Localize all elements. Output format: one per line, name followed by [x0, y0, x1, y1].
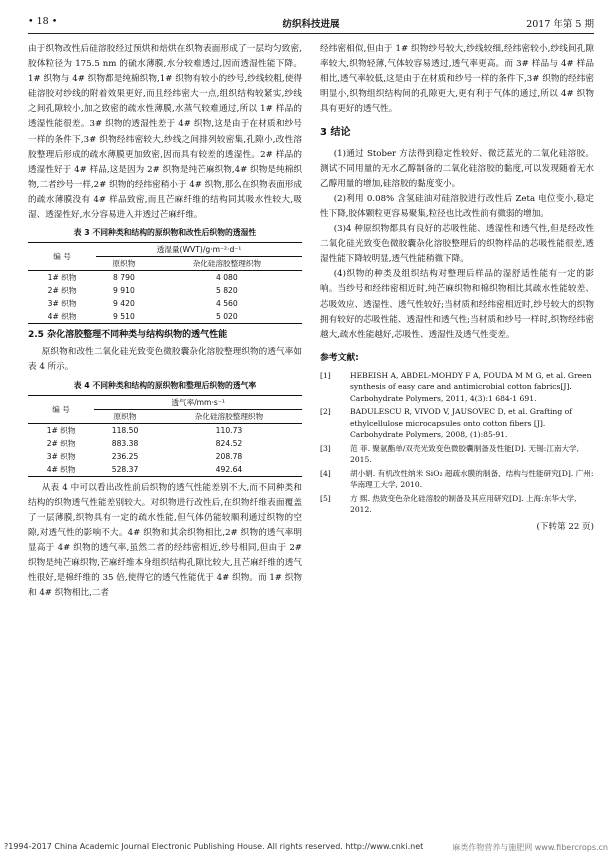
reference-item: [320, 406, 594, 441]
conclusion-2: (2)利用 0.08% 含氢硅油对硅溶胶进行改性后 Zeta 电位变小,稳定性下降,胶体颗粒更容易聚集,粒径也比改性前有微弱的增加。: [320, 193, 594, 219]
reference-number: [2]: [320, 407, 331, 417]
table-caption: 表 4 不同种类和结构的原织物和整理后织物的透气率: [73, 380, 257, 390]
table-cell: 236.25: [111, 451, 139, 461]
table-cell: 824.52: [215, 438, 243, 448]
section-heading-conclusion: 3 结论: [320, 127, 351, 139]
paragraph: 原织物和改性二氧化硅光致变色微胶囊杂化溶胶整理织物的透气率如表 4 所示。: [28, 347, 302, 373]
table-cell: 118.50: [111, 425, 139, 435]
table-row: [28, 297, 302, 310]
reference-number: [5]: [320, 493, 331, 503]
watermark-text: 麻类作物营养与施肥网 www.fibercrops.cn: [452, 843, 608, 852]
right-column: [320, 42, 594, 535]
table-header-treated: 杂化硅溶胶整理织物: [194, 411, 264, 421]
continued-note: (下转第 22 页): [536, 521, 594, 532]
table-row: [28, 284, 302, 297]
table-cell: 4 560: [215, 299, 238, 309]
table-4: [28, 395, 302, 477]
references-list: [320, 370, 594, 516]
table-cell: 4 080: [215, 273, 238, 283]
conclusion-1: (1)通过 Stober 方法得到稳定性较好、微泛蓝光的二氧化硅溶胶。测试不同用量的无水乙醇制备的二氧化硅溶胶的黏度,可以发现随着无水乙醇用量的增加,硅溶胶的黏度变小。: [320, 148, 594, 189]
table-3: [28, 242, 302, 324]
table-cell: 492.64: [215, 464, 243, 474]
table-cell: 2# 织物: [46, 438, 76, 448]
reference-text: BADULESCU R, VIVOD V, JAUSOVEC D, et al. Grafting of ethylcellulose microcapsules onto cotton fibers [J]. Carbohydrate Polymers, 2008, (1):85-91.: [350, 407, 572, 440]
table-cell: 110.73: [215, 425, 243, 435]
table-header-treated: 杂化硅溶胶整理织物: [192, 259, 262, 269]
table-row: [28, 450, 302, 463]
table-cell: 3# 织物: [46, 451, 76, 461]
page-footer: [4, 842, 608, 851]
table-cell: 1# 织物: [46, 425, 76, 435]
conclusion-3: (3)4 种原织物都具有良好的芯吸性能、透湿性和透气性,但是经改性二氧化硅光致变色微胶囊杂化溶胶整理后的织物样品的芯吸性能很差,透湿性能下降较明显,透气性能稍微下降。: [320, 224, 594, 265]
reference-item: [320, 468, 594, 491]
table-cell: 9 510: [113, 312, 135, 322]
table-header-original: 原织物: [113, 411, 137, 421]
reference-text: 胡小娟. 有机改性纳米 SiO₂ 超疏水膜的制备、结构与性能研究[D]. 广州:华南理工大学, 2010.: [350, 468, 594, 490]
table-cell: 1# 织物: [47, 273, 77, 283]
reference-text: 方 熙. 热致变色杂化硅溶胶的制备及其应用研究[D]. 上海:东华大学, 2012.: [350, 493, 577, 515]
references-heading: 参考文献:: [320, 352, 359, 363]
paragraph: 经纬密相似,但由于 1# 织物纱号较大,纱线较细,经纬密较小,纱线间孔隙率较大,织物轻薄,气体较容易透过,透气率更高。而 3# 样品与 4# 样品相比,透气率较低,这是由于在材质和纱号一样的条件下,3# 织物的经纬密明显小,织物组织结构间的孔隙更大,更有利于气体的通过,所以 4# 织物具有更好的透气性。: [320, 44, 594, 115]
table-row: [28, 310, 302, 324]
table-row: [28, 423, 302, 437]
paragraph: 从表 4 中可以看出改性前后织物的透气性能差别不大,而不同种类和结构的织物透气性能差别较大。对织物进行改性后,在织物纤维表面覆盖了一层薄膜,织物具有一定的疏水性能,但气体仍能较顺利通过织物的空隙,对透气性的影响不大。4# 织物和其余织物相比,2# 织物的透气率明显高于 4# 织物的透气率,虽然二者的经纬密相近,纱号相同,但由于 2# 织物是纯芒麻织物,芒麻纤维本身组织结构孔隙比较大,且芒麻纤维的透气性很好,是棉纤维的 35 倍,使得它的透气性能优于 4# 织物。而 1# 织物和 4# 织物相比,二者: [28, 482, 302, 599]
table-cell: 9 910: [113, 286, 135, 296]
table-header-original: 原织物: [112, 259, 136, 269]
table-cell: 2# 织物: [47, 286, 77, 296]
page-number: • 18 •: [28, 16, 58, 27]
table-row: [28, 271, 302, 285]
table-row: [28, 463, 302, 477]
table-cell: 4# 织物: [46, 464, 76, 474]
table-cell: 5 820: [215, 286, 238, 296]
table-group-header: 透气率/mm·s⁻¹: [94, 395, 302, 409]
table-cell: 9 420: [113, 299, 135, 309]
table-cell: 883.38: [111, 438, 139, 448]
reference-number: [3]: [320, 443, 331, 453]
reference-item: [320, 443, 594, 466]
paragraph: 由于织物改性后硅溶胶经过预烘和焙烘在织物表面形成了一层均匀致密,胶体粒径为 175.5 nm 的硫水薄膜,水分较难透过,因而透湿性能下降。1# 织物与 4# 织物都是纯棉织物,1# 织物有较小的纱号,纱线较粗,使得硅溶胶对纱线的附着效果更好,而且经纬密大一点,组织结构较紧实,纱线之间孔隙较小,加之致密的疏水性薄膜,水蒸气较难通过,所以 1# 样品的透湿性能很差。3# 织物的透湿性差于 4# 织物,这是由于在材质和纱号一样的条件下,3# 织物经纬密较大,纱线之间排列较密集,孔隙小,改性溶胶整理后形成的疏水薄膜更加致密,因而具有较差的透湿性。2# 样品的透湿性好于 4# 样品,这是因为 2# 织物是纯芒麻织物,4# 织物是纯棉织物,二者纱号一样,2# 织物的经纬密稍小于 4# 织物,那么在织物表面形成的疏水薄膜没有 4# 样品致密,而且芒麻纤维的结构同其吸水性较大,吸湿、透湿性好,水分容易进入并透过芒麻纤维。: [28, 44, 302, 221]
reference-item: [320, 493, 594, 516]
table-cell: 4# 织物: [47, 312, 77, 322]
page-header: [28, 14, 594, 34]
table-cell: 5 020: [215, 312, 238, 322]
table-cell: 8 790: [113, 273, 135, 283]
journal-title: 纺织科技进展: [282, 19, 340, 30]
header-divider: [28, 33, 594, 34]
table-row: [28, 437, 302, 450]
reference-number: [1]: [320, 370, 331, 380]
section-heading: 2.5 杂化溶胶整理不同种类与结构织物的透气性能: [28, 330, 228, 341]
issue-label: 2017 年第 5 期: [526, 19, 594, 30]
reference-text: HEBEISH A, ABDEL-MOHDY F A, FOUDA M M G, et al. Green synthesis of easy care and antimicrobial cotton fabrics[J]. Carbohydrate Polymers, 2011, 4(3):1 684-1 691.: [350, 370, 592, 403]
table-header-id: 编 号: [28, 395, 94, 423]
table-caption: 表 3 不同种类和结构的原织物和改性后织物的透湿性: [73, 228, 257, 238]
copyright-notice: ?1994-2017 China Academic Journal Electronic Publishing House. All rights reserved. http://www.cnki.net: [4, 842, 424, 851]
table-header-id: 编 号: [28, 243, 96, 271]
left-column: [28, 42, 302, 601]
conclusion-4: (4)织物的种类及组织结构对整理后样品的湿舒适性能有一定的影响。当纱号和经纬密相近时,纯芒麻织物和棉织物相比其疏水性能较差、芯吸效应、透湿性、透气性较好;当材质和经纬密相近时,纱号较大的织物拥有较好的芯吸性能、透湿性和透气性;当材质和纱号一样时,织物经纬密越大,疏水性能越好,芯吸性、透湿性及透气性变差。: [320, 269, 594, 340]
table-cell: 3# 织物: [47, 299, 77, 309]
table-group-header: 透湿量(WVT)/g·m⁻²·d⁻¹: [96, 243, 302, 257]
table-cell: 208.78: [215, 451, 243, 461]
reference-item: [320, 370, 594, 405]
reference-number: [4]: [320, 468, 331, 478]
table-cell: 528.37: [111, 464, 139, 474]
reference-text: 范 菲. 聚氨酯单/双壳光致变色微胶囊制备及性能[D]. 无锡:江南大学, 2015.: [350, 443, 580, 465]
